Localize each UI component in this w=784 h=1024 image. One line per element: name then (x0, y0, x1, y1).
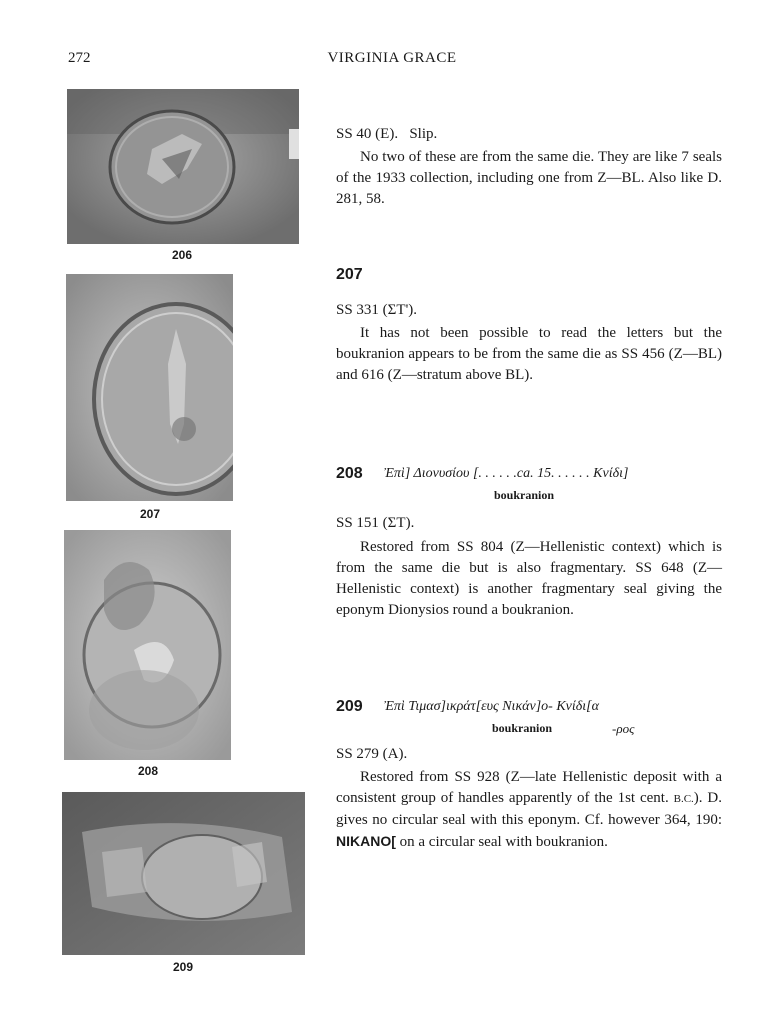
entry-209-text (336, 767, 722, 853)
entry-209-text-part3: on a circular seal with boukranion. (399, 834, 608, 850)
entry-206-reference: SS 40 (E). Slip. (336, 126, 438, 142)
page-number: 272 (68, 50, 91, 66)
entry-208-reference: SS 151 (ΣΤ). (336, 515, 415, 531)
entry-209-greek-inscription: Ἐπὶ Τιμασ]ικράτ[ευς Νικάν]ο- Κνίδι[α (384, 699, 599, 714)
entry-207-number: 207 (336, 266, 363, 283)
entry-208-boukranion-label: boukranion (494, 488, 555, 502)
entry-209-bc: B.C. (673, 793, 694, 805)
entry-206-text: No two of these are from the same die. They are like 7 seals of the 1933 collection, including one from Z—BL. Also like D. 281, 58. (336, 149, 722, 207)
entry-209-nikano: NIKANO[ (336, 833, 396, 849)
entry-209-reference: SS 279 (A). (336, 746, 408, 762)
running-head: VIRGINIA GRACE (327, 50, 457, 66)
entry-208-number: 208 (336, 465, 363, 482)
entry-207-reference: SS 331 (ΣΤ'). (336, 302, 418, 318)
figure-caption-206: 206 (171, 248, 193, 262)
entry-209-text-part1: Restored from SS 928 (Z—late Hellenistic deposit with a consistent group of handles apparently of the 1st cent. (336, 769, 722, 806)
entry-209-greek-suffix: -ρος (612, 721, 635, 736)
entry-209-number: 209 (336, 698, 363, 715)
figure-caption-209: 209 (172, 960, 194, 974)
entry-209-text-part2: ). D. gives no circular seal with this eponym. Cf. however 364, 190: (336, 790, 723, 828)
entry-207-text: It has not been possible to read the letters but the boukranion appears to be from the same die as SS 456 (Z—BL) and 616 (Z—stratum above BL). (336, 325, 722, 383)
figure-caption-208: 208 (137, 764, 159, 778)
figure-caption-207: 207 (139, 507, 161, 521)
seal-photo-209 (62, 792, 305, 955)
seal-photo-206 (67, 89, 299, 244)
entry-209-boukranion-label: boukranion (492, 721, 553, 735)
seal-photo-207 (66, 274, 233, 501)
entry-208-text: Restored from SS 804 (Z—Hellenistic context) which is from the same die but is also fragmentary. SS 648 (Z—Hellenistic context) is another fragmentary seal giving the eponym Dionysios round a boukranion. (336, 539, 722, 618)
seal-photo-208 (64, 530, 231, 760)
entry-208-greek-inscription: Ἐπὶ] Διονυσίου [. . . . . .ca. 15. . . . . . Κνίδι] (384, 466, 629, 481)
